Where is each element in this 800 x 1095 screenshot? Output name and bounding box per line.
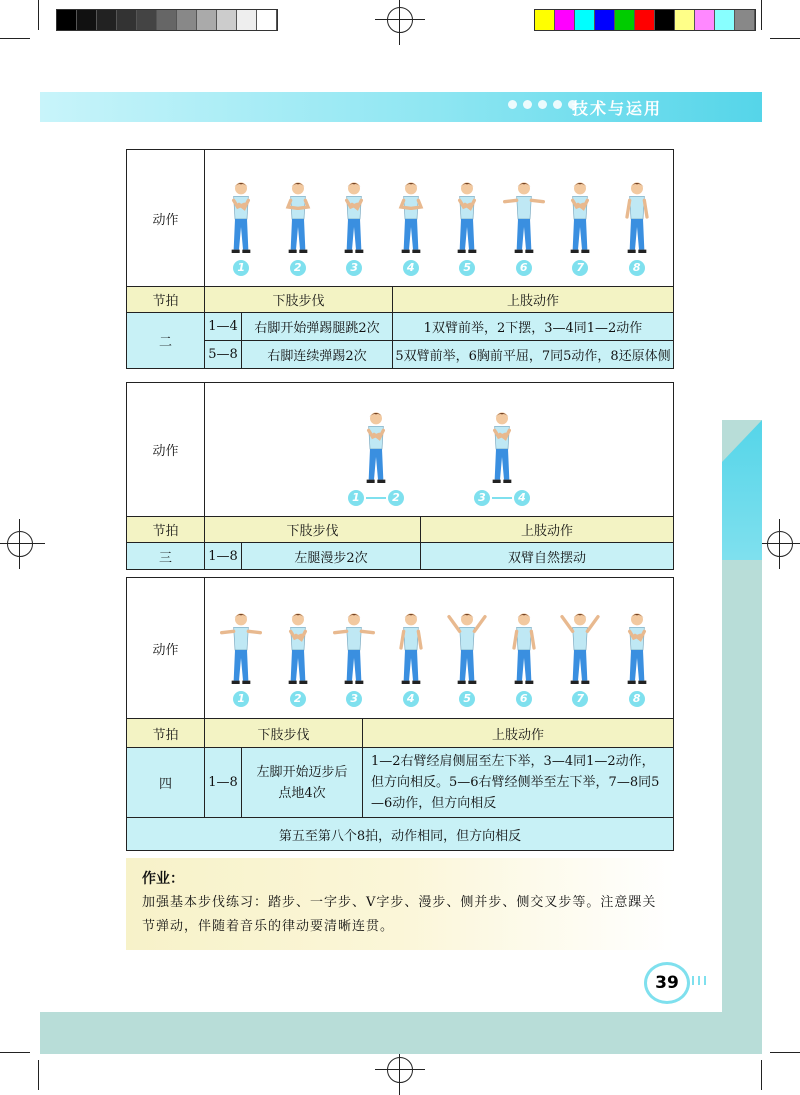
step-number-badge: 2: [290, 691, 306, 707]
step-number-badge: 3: [346, 691, 362, 707]
section-number: 四: [127, 748, 205, 818]
dancer-figure: [615, 161, 659, 276]
crop-mark: [770, 1052, 800, 1053]
range-dash: [366, 497, 386, 499]
col-lower-header: 下肢步伐: [205, 517, 421, 543]
crop-mark: [38, 0, 39, 30]
beat-cell: 1—8: [205, 543, 242, 570]
dancer-figure: [502, 161, 546, 276]
movement-table-2: [126, 149, 674, 369]
step-number-badge: 6: [516, 260, 532, 276]
dancer-figure: [348, 393, 404, 506]
action-label: 动作: [127, 383, 205, 517]
step-number-badge: 8: [629, 691, 645, 707]
crop-mark: [0, 38, 30, 39]
col-lower-header: 下肢步伐: [205, 719, 363, 748]
step-number-badge: 4: [514, 490, 530, 506]
registration-mark-left: [3, 527, 37, 561]
step-range-badge: [474, 490, 530, 506]
step-number-badge: 1: [348, 490, 364, 506]
dancer-figure: [389, 590, 433, 707]
crop-mark: [38, 1060, 39, 1090]
crop-mark: [0, 1052, 30, 1053]
homework-box: [126, 858, 674, 950]
col-beat-header: 节拍: [127, 287, 205, 313]
grayscale-swatch-strip: [56, 9, 278, 31]
table-row: [127, 313, 674, 341]
col-upper-header: 上肢动作: [393, 287, 674, 313]
upper-limb-cell: 5双臂前举，6胸前平屈，7同5动作，8还原体侧: [393, 341, 674, 369]
dancer-figure: [445, 590, 489, 707]
dancer-figure: [474, 393, 530, 506]
range-dash: [492, 497, 512, 499]
page-number: 39: [644, 962, 690, 1004]
bottom-decor-band: [40, 1012, 762, 1054]
crop-mark: [761, 1060, 762, 1090]
col-beat-header: 节拍: [127, 517, 205, 543]
figure-strip: [205, 578, 674, 719]
section-number: 三: [127, 543, 205, 570]
upper-limb-cell: 1—2右臂经肩侧屈至左下举，3—4同1—2动作，但方向相反。5—6右臂经侧举至左下举，7—8同5—6动作，但方向相反: [363, 748, 674, 818]
header-dots: [508, 100, 577, 109]
lower-limb-cell: 右脚连续弹踢2次: [242, 341, 393, 369]
step-number-badge: 1: [233, 691, 249, 707]
footer-note: 第五至第八个8拍，动作相同，但方向相反: [127, 818, 674, 851]
dancer-figure: [332, 590, 376, 707]
step-number-badge: 6: [516, 691, 532, 707]
registration-mark-top: [383, 3, 417, 37]
dancer-figure: [445, 161, 489, 276]
step-number-badge: 2: [388, 490, 404, 506]
table-row: [127, 543, 674, 570]
dancer-figure: [276, 590, 320, 707]
dancer-figure: [615, 590, 659, 707]
page-number-decor: [692, 976, 706, 985]
homework-title: 作业：: [142, 871, 184, 887]
color-swatch-strip: [534, 9, 756, 31]
registration-mark-bottom: [383, 1053, 417, 1087]
dancer-figure: [558, 590, 602, 707]
dancer-figure: [276, 161, 320, 276]
step-number-badge: 3: [474, 490, 490, 506]
step-number-badge: 3: [346, 260, 362, 276]
movement-table-3: [126, 382, 674, 570]
step-number-badge: 4: [403, 691, 419, 707]
section-number: 二: [127, 313, 205, 369]
registration-mark-right: [763, 527, 797, 561]
dancer-figure: [332, 161, 376, 276]
beat-cell: 5—8: [205, 341, 242, 369]
col-lower-header: 下肢步伐: [205, 287, 393, 313]
step-number-badge: 1: [233, 260, 249, 276]
upper-limb-cell: 双臂自然摆动: [421, 543, 674, 570]
lower-limb-cell: 左脚开始迈步后点地4次: [242, 748, 363, 818]
side-decor-band: [722, 420, 762, 1020]
step-number-badge: 7: [572, 691, 588, 707]
beat-cell: 1—8: [205, 748, 242, 818]
dancer-figure: [558, 161, 602, 276]
step-range-badge: [348, 490, 404, 506]
step-number-badge: 4: [403, 260, 419, 276]
step-number-badge: 8: [629, 260, 645, 276]
upper-limb-cell: 1双臂前举，2下摆，3—4同1—2动作: [393, 313, 674, 341]
step-number-badge: 7: [572, 260, 588, 276]
dancer-figure: [389, 161, 433, 276]
step-number-badge: 5: [459, 691, 475, 707]
crop-mark: [770, 38, 800, 39]
dancer-figure: [219, 590, 263, 707]
col-beat-header: 节拍: [127, 719, 205, 748]
table-row: [127, 748, 674, 818]
movement-table-4: [126, 577, 674, 851]
action-label: 动作: [127, 578, 205, 719]
lower-limb-cell: 右脚开始弹踢腿跳2次: [242, 313, 393, 341]
step-number-badge: 2: [290, 260, 306, 276]
section-title: 技术与运用: [572, 99, 663, 118]
col-upper-header: 上肢动作: [421, 517, 674, 543]
action-label: 动作: [127, 150, 205, 287]
figure-strip: [205, 150, 674, 287]
beat-cell: 1—4: [205, 313, 242, 341]
crop-mark: [761, 0, 762, 30]
step-number-badge: 5: [459, 260, 475, 276]
dancer-figure: [502, 590, 546, 707]
lower-limb-cell: 左腿漫步2次: [242, 543, 421, 570]
homework-body: 加强基本步伐练习：踏步、一字步、V字步、漫步、侧并步、侧交叉步等。注意踝关节弹动，伴随着音乐的律动要清晰连贯。: [142, 895, 657, 934]
dancer-figure: [219, 161, 263, 276]
figure-strip: [205, 383, 674, 517]
table-row: [127, 818, 674, 851]
col-upper-header: 上肢动作: [363, 719, 674, 748]
table-row: [127, 341, 674, 369]
